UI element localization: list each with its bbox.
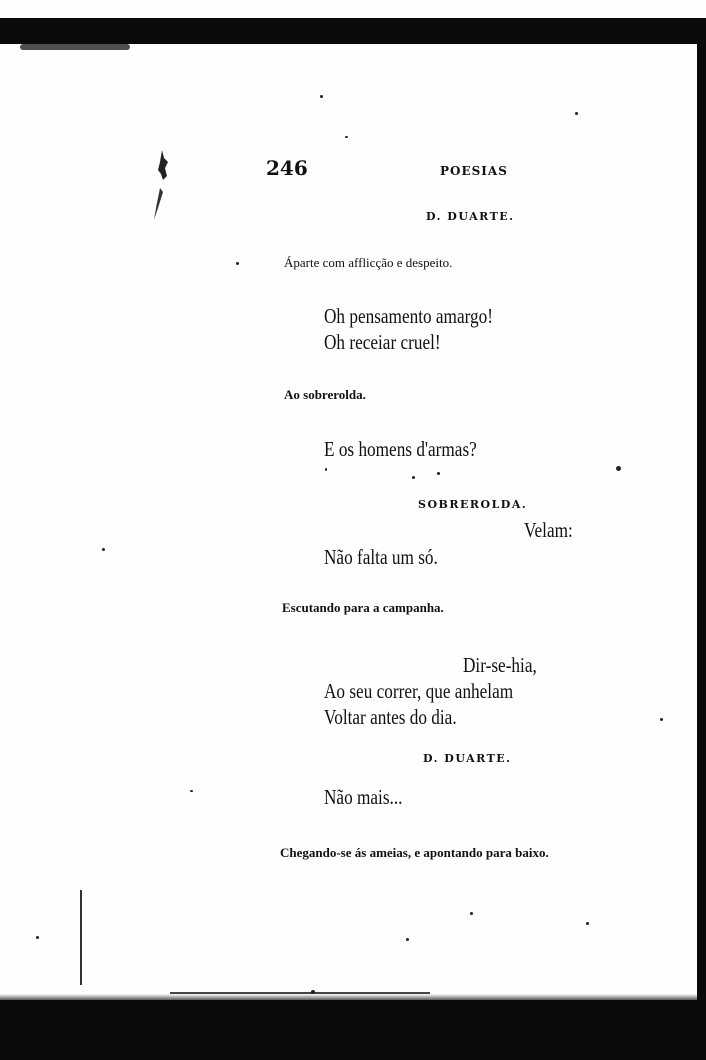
speck (311, 990, 315, 994)
verse-line: Não mais... (324, 785, 403, 809)
speaker-name: SOBREROLDA. (418, 498, 528, 511)
scan-border-top (0, 18, 706, 44)
gutter-line (80, 890, 82, 985)
speck (320, 95, 323, 98)
speck (412, 476, 415, 479)
stage-direction: Escutando para a campanha. (282, 600, 444, 615)
scan-border-bottom (0, 1000, 706, 1060)
speaker-name: D. DUARTE. (426, 210, 515, 223)
speaker-name: D. DUARTE. (423, 752, 512, 765)
speck (345, 136, 348, 138)
page-number: 246 (266, 156, 308, 180)
speck (406, 938, 409, 941)
speck (190, 790, 193, 792)
speck (616, 466, 621, 471)
verse-line: Dir-se-hia, (463, 653, 537, 677)
stage-direction: Chegando-se ás ameias, e apontando para baixo. (280, 845, 549, 860)
running-title: POESIAS (440, 164, 508, 178)
scan-smudge (20, 44, 130, 50)
speck (236, 262, 239, 265)
speck (36, 936, 39, 939)
ink-blot-icon (148, 148, 178, 228)
verse-line: Ao seu correr, que anhelam (324, 679, 514, 703)
verse-line: Oh receiar cruel! (324, 330, 441, 354)
scan-border-right (697, 30, 706, 1005)
speck (325, 468, 327, 471)
verse-line: Velam: (524, 518, 573, 542)
bottom-rule (170, 992, 430, 994)
verse-line: E os homens d'armas? (324, 437, 477, 461)
stage-direction: Áparte com afflicção e despeito. (284, 255, 453, 270)
verse-line: Não falta um só. (324, 545, 438, 569)
speck (437, 472, 440, 475)
verse-line: Oh pensamento amargo! (324, 304, 493, 328)
speck (470, 912, 473, 915)
speck (575, 112, 578, 115)
speck (586, 922, 589, 925)
speck (660, 718, 663, 721)
stage-direction: Ao sobrerolda. (284, 387, 366, 402)
speck (102, 548, 105, 551)
verse-line: Voltar antes do dia. (324, 705, 457, 729)
